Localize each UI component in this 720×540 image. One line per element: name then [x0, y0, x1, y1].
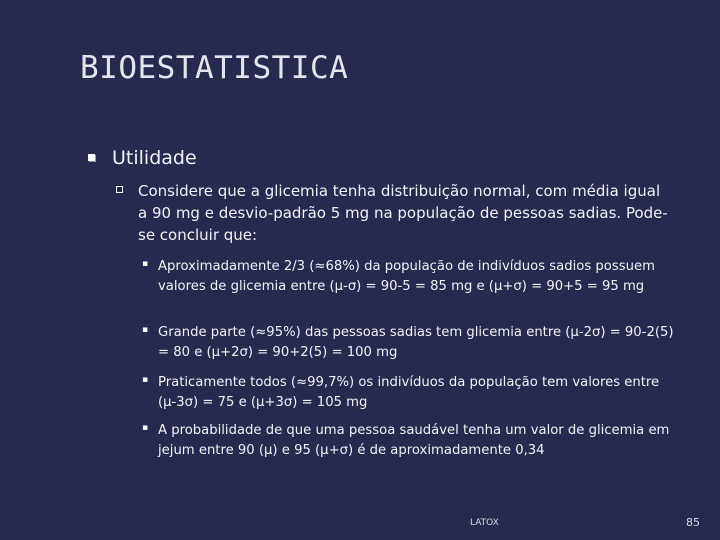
- small-bullet-icon: ▪: [142, 259, 149, 269]
- small-bullet-icon: ▪: [142, 325, 149, 335]
- bullet-level3-text: A probabilidade de que uma pessoa saudável tenha um valor de glicemia em jejum entre 90 (μ) e 95 (μ+σ) é de aproximadamente 0,34: [158, 423, 670, 458]
- hollow-square-bullet-icon: [116, 186, 123, 193]
- bullet-level3-text: Grande parte (≈95%) das pessoas sadias tem glicemia entre (μ-2σ) = 90-2(5) = 80 e (μ+2σ) = 90+2(5) = 100 mg: [158, 325, 674, 360]
- slide-title: BIOESTATISTICA: [80, 50, 349, 86]
- page-number: 85: [686, 516, 700, 529]
- bullet-level3-text: Praticamente todos (≈99,7%) os indivíduos da população tem valores entre (μ-3σ) = 75 e (μ+3σ) = 105 mg: [158, 375, 660, 410]
- small-bullet-icon: ▪: [142, 423, 149, 433]
- small-bullet-icon: ▪: [142, 375, 149, 385]
- bullet-level3-text: Aproximadamente 2/3 (≈68%) da população de indivíduos sadios possuem valores de glicemia entre (μ-σ) = 90-5 = 85 mg e (μ+σ) = 90+5 = 95 mg: [158, 259, 655, 294]
- bullet-level2-text: Considere que a glicemia tenha distribuição normal, com média igual a 90 mg e desvio-padrão 5 mg na população de pessoas sadias. Pode-se concluir que:: [138, 182, 668, 244]
- square-bullet-icon: [88, 154, 95, 161]
- bullet-level1-text: Utilidade: [112, 147, 197, 169]
- footer-label: LATOX: [470, 518, 499, 528]
